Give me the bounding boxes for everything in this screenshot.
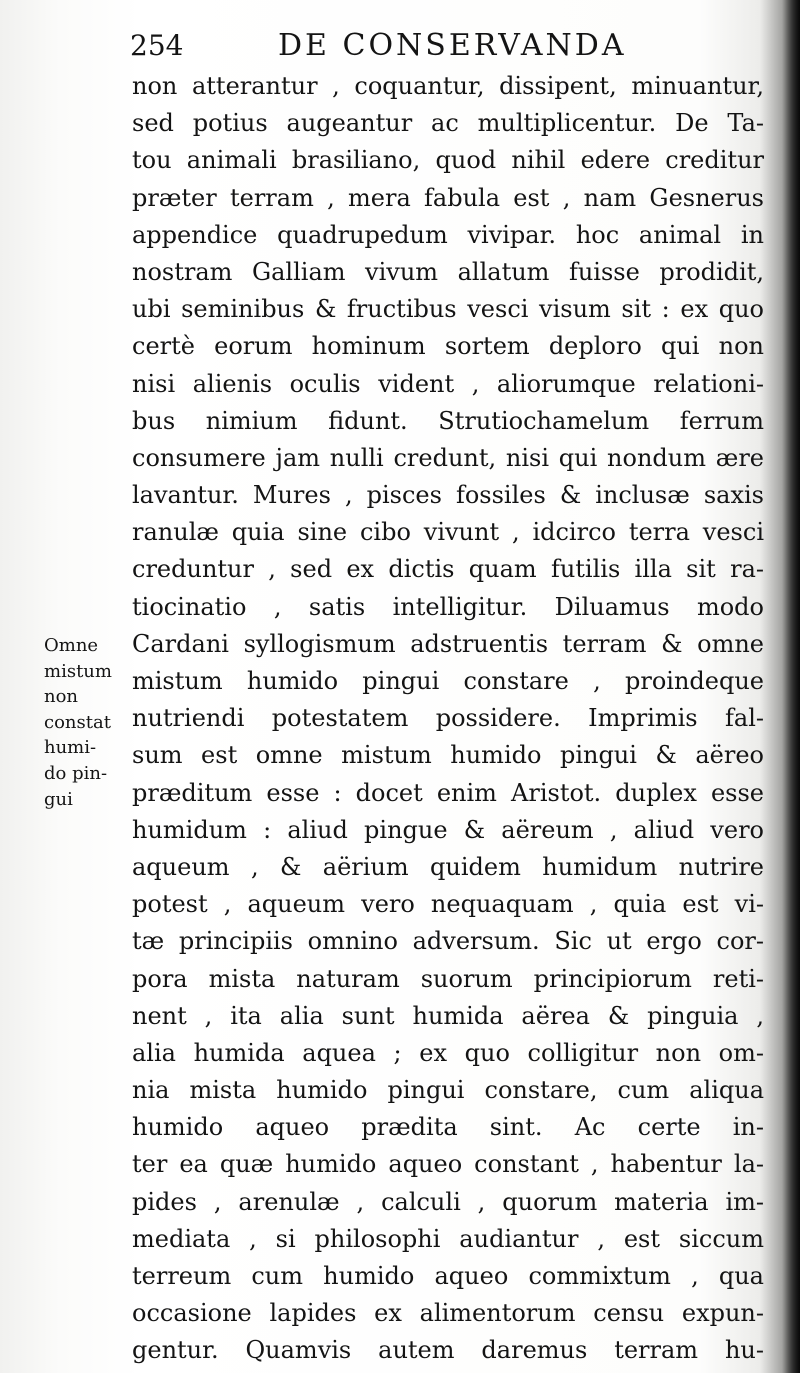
- text-line: humidum : aliud pingue & aëreum , aliud vero: [132, 815, 764, 844]
- text-line: tiocinatio , satis intelligitur. Diluamus modo: [132, 592, 764, 621]
- text-line: occasione lapides ex alimentorum censu expun-: [132, 1299, 764, 1328]
- text-line: consumere jam nulli credunt, nisi qui nondum ære: [132, 443, 764, 472]
- text-line: humido aqueo prædita sint. Ac certe in-: [132, 1113, 764, 1142]
- text-line: nutriendi potestatem possidere. Imprimis fal-: [132, 704, 764, 733]
- text-line: sum est omne mistum humido pingui & aëreo: [132, 741, 764, 770]
- body-text: [132, 68, 764, 1370]
- text-line: ubi seminibus & fructibus vesci visum sit : ex quo: [132, 295, 764, 324]
- margin-note-line: Omne: [44, 635, 99, 656]
- text-line: ter ea quæ humido aqueo constant , habentur la-: [132, 1150, 764, 1179]
- text-line: gentur. Quamvis autem daremus terram hu-: [132, 1336, 764, 1365]
- text-line: bus nimium fidunt. Strutiochamelum ferrum: [132, 406, 764, 435]
- margin-note-line: gui: [44, 788, 73, 810]
- text-line: non atterantur , coquantur, dissipent, minuantur,: [132, 72, 764, 100]
- margin-note-line: humi-: [44, 737, 97, 759]
- text-line: nostram Galliam vivum allatum fuisse prodidit,: [132, 257, 764, 286]
- text-line: nia mista humido pingui constare, cum aliqua: [132, 1076, 764, 1105]
- text-line: pora mista naturam suorum principiorum reti-: [132, 964, 764, 993]
- text-line: certè eorum hominum sortem deploro qui non: [132, 332, 764, 361]
- page-edge-shadow: [782, 0, 800, 1373]
- text-line: alia humida aquea ; ex quo colligitur non om-: [132, 1038, 764, 1067]
- text-line: præditum esse : docet enim Aristot. duplex esse: [132, 778, 764, 807]
- margin-note-line: constat: [44, 711, 111, 733]
- page-number: 254: [130, 29, 184, 62]
- margin-note-line: do pin-: [44, 762, 108, 784]
- text-line: terreum cum humido aqueo commixtum , qua: [132, 1262, 764, 1290]
- text-line: tæ principiis omnino adversum. Sic ut ergo cor-: [132, 927, 764, 956]
- text-line: Cardani syllogismum adstruentis terram & omne: [132, 629, 764, 658]
- text-line: præter terram , mera fabula est , nam Gesnerus: [132, 183, 764, 212]
- margin-note-line: mistum: [44, 660, 112, 682]
- text-line: nent , ita alia sunt humida aërea & pinguia ,: [132, 1001, 764, 1030]
- text-line: pides , arenulæ , calculi , quorum materia im-: [132, 1187, 764, 1216]
- margin-note: [44, 633, 128, 812]
- running-head: DE CONSERVANDA: [278, 28, 627, 63]
- text-line: appendice quadrupedum vivipar. hoc animal in: [132, 220, 764, 249]
- text-line: mistum humido pingui constare , proindeque: [132, 667, 764, 695]
- text-line: potest , aqueum vero nequaquam , quia est vi-: [132, 890, 764, 919]
- text-line: creduntur , sed ex dictis quam futilis illa sit ra-: [132, 555, 764, 584]
- text-line: nisi alienis oculis vident , aliorumque relationi-: [132, 369, 764, 398]
- text-line: lavantur. Mures , pisces fossiles & inclusæ saxis: [132, 481, 764, 510]
- text-line: ranulæ quia sine cibo vivunt , idcirco terra vesci: [132, 518, 764, 547]
- page-header: [130, 28, 760, 68]
- text-line: mediata , si philosophi audiantur , est siccum: [132, 1224, 764, 1253]
- margin-note-line: non: [44, 686, 79, 708]
- text-line: aqueum , & aërium quidem humidum nutrire: [132, 852, 764, 881]
- text-line: sed potius augeantur ac multiplicentur. De Ta-: [132, 109, 764, 138]
- text-line: tou animali brasiliano, quod nihil edere creditur: [132, 146, 764, 175]
